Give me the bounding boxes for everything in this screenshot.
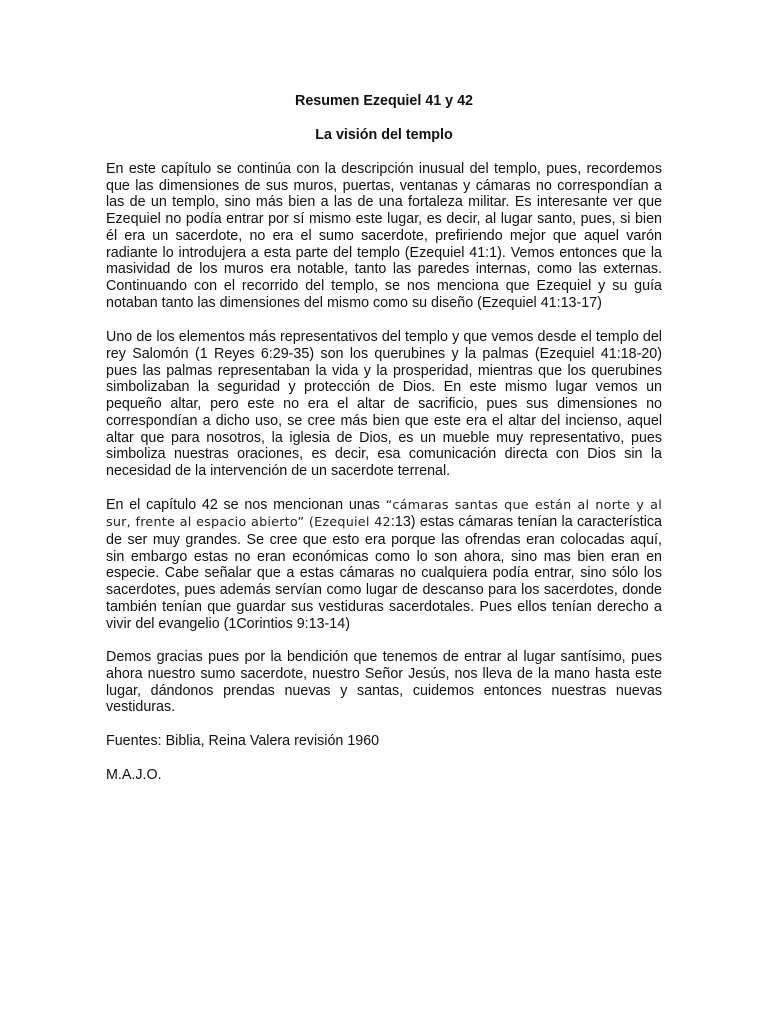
sources-line: Fuentes: Biblia, Reina Valera revisión 1960 xyxy=(106,733,380,750)
paragraph-3 xyxy=(106,497,662,633)
document-subtitle: La visión del templo xyxy=(315,127,453,143)
document-page xyxy=(106,92,662,784)
paragraph-3-intro: En el capítulo 42 se nos mencionan unas xyxy=(106,496,380,513)
document-title: Resumen Ezequiel 41 y 42 xyxy=(295,93,473,109)
paragraph-2: Uno de los elementos más representativos del templo y que vemos desde el templo del rey Salomón (1 Reyes 6:29-35) son los querubines y la palmas (Ezequiel 41:18-20) pues las palmas representaban la vida y la prosperidad, mientras que los querubines simbolizaban la seguridad y protección de Dios. En este mismo lugar vemos un pequeño altar, pero este no era el altar de sacrificio, pues sus dimensiones no correspondían a dicho uso, se cree más bien que este era el altar del incienso, aquel altar que para nosotros, la iglesia de Dios, es un mueble muy representativo, pues simboliza nuestras oraciones, es decir, esa comunicación directa con Dios sin la necesidad de la intervención de un sacerdote terrenal. xyxy=(106,329,662,479)
paragraph-1: En este capítulo se continúa con la descripción inusual del templo, pues, recordemos que las dimensiones de sus muros, puertas, ventanas y cámaras no correspondían a las de un templo, sino más bien a las de una fortaleza militar. Es interesante ver que Ezequiel no podía entrar por sí mismo este lugar, es decir, al lugar santo, pues, si bien él era un sacerdote, no era el sumo sacerdote, prefiriendo mejor que aquel varón radiante lo introdujera a esta parte del templo (Ezequiel 41:1). Vemos entonces que la masividad de los muros era notable, tanto las paredes internas, como las externas. Continuando con el recorrido del templo, se nos menciona que Ezequiel y su guía notaban tanto las dimensiones del mismo como su diseño (Ezequiel 41:13-17) xyxy=(106,161,662,311)
paragraph-4: Demos gracias pues por la bendición que tenemos de entrar al lugar santísimo, pues ahora nuestro sumo sacerdote, nuestro Señor Jesús, nos lleva de la mano hasta este lugar, dándonos prendas nuevas y santas, cuidemos entonces nuestras nuevas vestiduras. xyxy=(106,649,662,716)
paragraph-3-quote: “cámaras santas que están al norte y al sur, frente al espacio abierto” (Ezequiel 42 xyxy=(106,497,662,531)
paragraph-3-rest: :13) estas cámaras tenían la característica de ser muy grandes. Se cree que esto era porque las ofrendas eran colocadas aquí, sin embargo estas no eran económicas como lo son ahora, sino mas bien eran en especie. Cabe señalar que a estas cámaras no cualquiera podía entrar, sino sólo los sacerdotes, pues además servían como lugar de descanso para los sacerdotes, donde también tenían que guardar sus vestiduras sacerdotales. Pues ellos tenían derecho a vivir del evangelio (1Corintios 9:13-14) xyxy=(106,514,662,632)
signature: M.A.J.O. xyxy=(106,766,162,783)
